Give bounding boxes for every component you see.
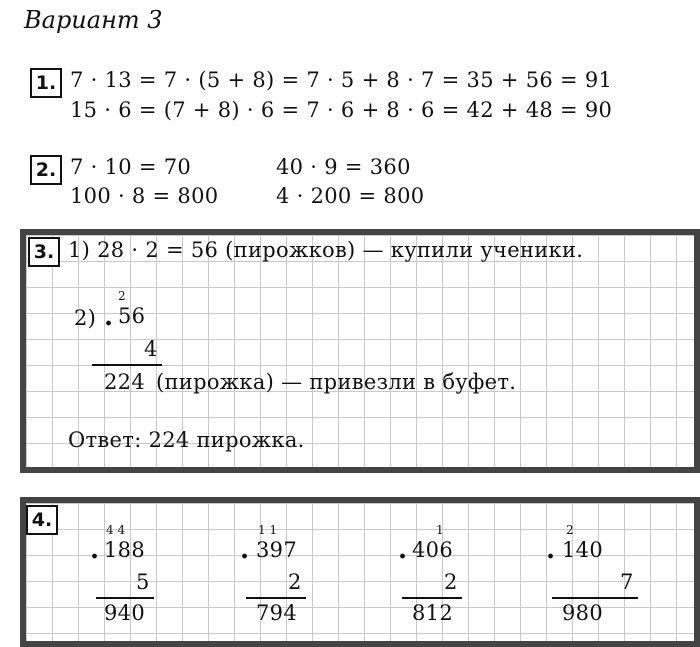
col-1-result: 940 [104,601,145,625]
task-2-expr-c: 100 · 8 = 800 [70,184,219,208]
task-3-answer: Ответ: 224 пирожка. [68,428,305,452]
multiply-dot: . [398,535,408,565]
col-1-mult: 5 [136,570,150,594]
col-4-line [552,597,638,599]
task-1-line-1: 7 · 13 = 7 · (5 + 8) = 7 · 5 + 8 · 7 = 35 + 56 = 91 [70,68,613,92]
col-3-result: 812 [412,601,453,625]
col-2-carry: 1 1 [258,523,278,537]
task-3-step-1: 1) 28 · 2 = 56 (пирожков) — купили ученики. [68,238,584,262]
task-3-result-note: (пирожка) — привезли в буфет. [156,370,517,394]
col-2-mult: 2 [288,570,302,594]
task-2-expr-b: 40 · 9 = 360 [276,155,411,179]
task-3-multiplicand: 56 [118,304,146,328]
multiply-dot: . [104,302,114,332]
task-3-result-line [92,364,162,366]
task-2-expr-d: 4 · 200 = 800 [276,184,425,208]
col-3-line [402,597,462,599]
task-3-number: 3. [28,237,60,267]
task-3-multiplier: 4 [144,337,158,361]
task-3-result: 224 [104,370,145,394]
col-4-top: 140 [562,538,603,562]
col-2-top: 397 [256,538,297,562]
col-3-mult: 2 [444,570,458,594]
col-4-mult: 7 [620,570,634,594]
multiply-dot: . [90,535,100,565]
col-1-line [96,597,154,599]
col-3-top: 406 [412,538,453,562]
variant-title: Вариант 3 [24,6,163,34]
col-2-line [246,597,306,599]
task-3-carry: 2 [118,289,126,303]
task-4-number: 4. [26,505,58,535]
col-1-top: 188 [104,538,145,562]
col-1-carry: 4 4 [106,523,126,537]
col-3-carry: 1 [436,523,444,537]
task-2-expr-a: 7 · 10 = 70 [70,155,192,179]
col-4-carry: 2 [566,523,574,537]
multiply-dot: . [240,535,250,565]
col-2-result: 794 [256,601,297,625]
task-2-number: 2. [30,155,62,185]
task-1-line-2: 15 · 6 = (7 + 8) · 6 = 7 · 6 + 8 · 6 = 42 + 48 = 90 [70,98,613,122]
task-3-step-2-label: 2) [74,306,97,330]
multiply-dot: . [546,535,556,565]
col-4-result: 980 [562,601,603,625]
task-1-number: 1. [30,68,62,98]
